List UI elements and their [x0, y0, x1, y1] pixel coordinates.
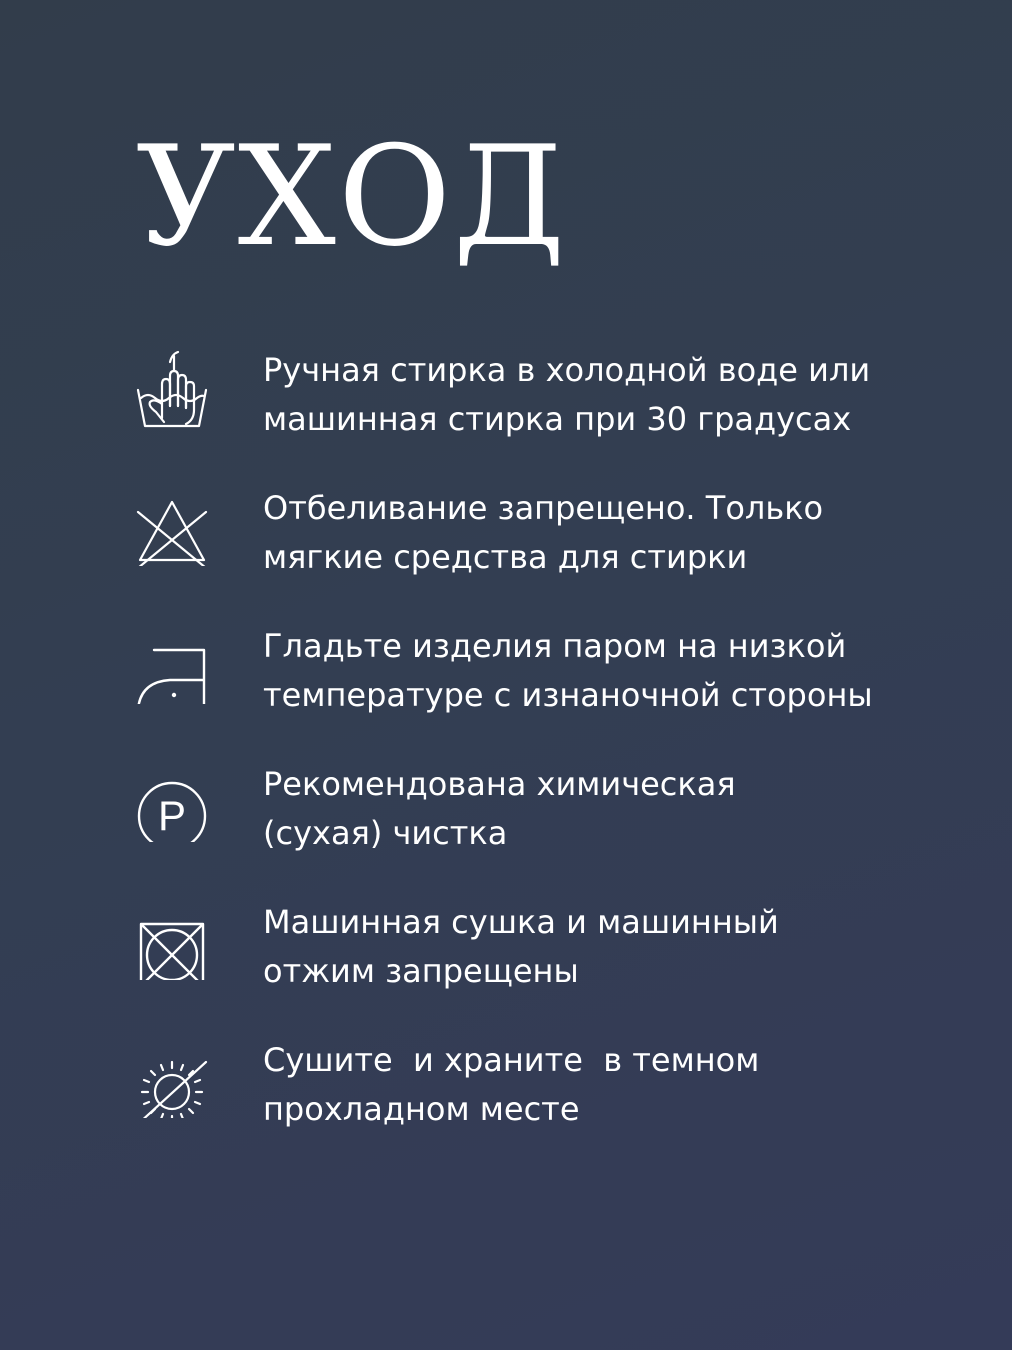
care-item-text [263, 898, 963, 996]
care-item-no-sun-dry [0, 1030, 1012, 1140]
care-item-no-tumble-dry [0, 892, 1012, 1002]
care-item-text [263, 622, 963, 720]
care-item-text [263, 1036, 963, 1134]
care-item-hand-wash [0, 340, 1012, 450]
care-text-line-1: Отбеливание запрещено. Только [263, 489, 824, 527]
care-item-no-bleach [0, 478, 1012, 588]
care-text-line-1: Ручная стирка в холодной воде или [263, 351, 871, 389]
iron-low-icon [134, 624, 210, 704]
care-item-iron-low [0, 616, 1012, 726]
care-text-line-2: (сухая) чистка [263, 814, 508, 852]
care-text-line-2: отжим запрещены [263, 952, 579, 990]
care-text-line-2: мягкие средства для стирки [263, 538, 748, 576]
care-text-line-2: температуре с изнаночной стороны [263, 676, 873, 714]
care-item-dry-clean [0, 754, 1012, 864]
care-text-line-2: машинная стирка при 30 градусах [263, 400, 852, 438]
dry-clean-p-icon [134, 762, 210, 842]
care-item-text [263, 760, 963, 858]
care-item-text [263, 484, 963, 582]
care-text-line-2: прохладном месте [263, 1090, 580, 1128]
care-text-line-1: Гладьте изделия паром на низкой [263, 627, 847, 665]
care-item-text [263, 346, 963, 444]
dry-clean-symbol: P [157, 792, 187, 839]
hand-wash-icon [134, 348, 210, 428]
no-bleach-icon [134, 486, 210, 566]
no-sun-dry-icon [134, 1038, 210, 1118]
care-text-line-1: Рекомендована химическая [263, 765, 736, 803]
page-title: УХОД [136, 116, 568, 277]
care-text-line-1: Машинная сушка и машинный [263, 903, 779, 941]
no-tumble-dry-icon [134, 900, 210, 980]
care-text-line-1: Сушите и храните в темном [263, 1041, 760, 1079]
